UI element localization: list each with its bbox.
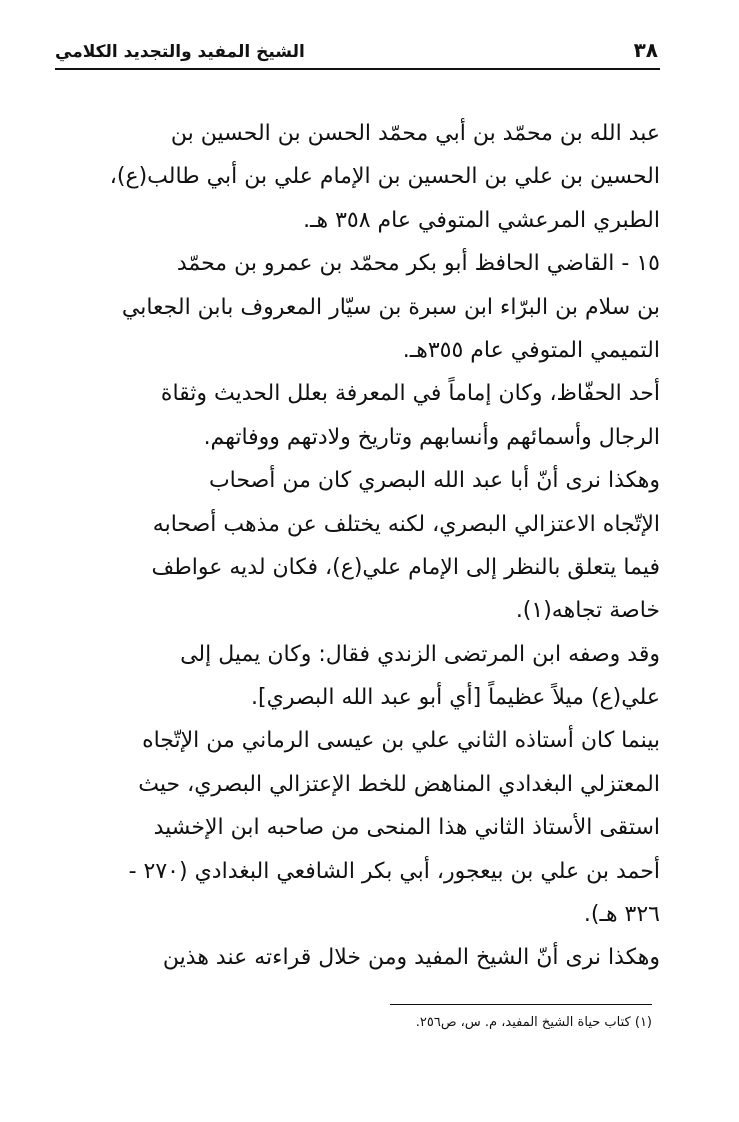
running-header <box>55 38 660 68</box>
text-line: وهكذا نرى أنّ أبا عبد الله البصري كان من أصحاب <box>208 468 660 494</box>
running-title: الشيخ المفيد والتجديد الكلامي <box>55 42 305 62</box>
text-line: التميمي المتوفي عام ٣٥٥هـ. <box>402 337 660 363</box>
footnote-rule <box>390 1004 652 1005</box>
text-line: بن سلام بن البرّاء ابن سبرة بن سيّار المعروف بابن الجعابي <box>121 294 660 320</box>
text-line: عبد الله بن محمّد بن أبي محمّد الحسن بن الحسين بن <box>170 121 660 146</box>
body-text <box>40 112 660 980</box>
text-line: الطبري المرعشي المتوفي عام ٣٥٨ هـ. <box>303 207 660 233</box>
text-line: استقى الأستاذ الثاني هذا المنحى من صاحبه ابن الإخشيد <box>153 815 660 841</box>
text-line: علي(ع) ميلاً عظيماً [أي أبو عبد الله البصري]. <box>251 685 660 711</box>
header-rule <box>55 68 660 70</box>
text-line: وقد وصفه ابن المرتضى الزندي فقال: وكان يميل إلى <box>180 641 660 667</box>
page-number: ٣٨ <box>633 38 658 62</box>
text-line: ١٥ - القاضي الحافظ أبو بكر محمّد بن عمرو بن محمّد <box>176 251 660 277</box>
text-line: خاصة تجاهه(١). <box>515 598 660 624</box>
text-line: المعتزلي البغدادي المناهض للخط الإعتزالي البصري، حيث <box>138 771 660 797</box>
text-line: أحمد بن علي بن بيعجور، أبي بكر الشافعي البغدادي (٢٧٠ - <box>128 858 660 884</box>
text-line: الحسين بن علي بن الحسين بن الإمام علي بن أبي طالب(ع)، <box>109 164 660 190</box>
text-line: فيما يتعلق بالنظر إلى الإمام علي(ع)، فكان لديه عواطف <box>151 554 660 580</box>
text-line: بينما كان أستاذه الثاني علي بن عيسى الرماني من الإتّجاه <box>142 728 660 754</box>
footnote: (١) كتاب حياة الشيخ المفيد، م. س، ص٢٥٦. <box>415 1015 652 1030</box>
text-line: الإتّجاه الاعتزالي البصري، لكنه يختلف عن مذهب أصحابه <box>152 511 660 537</box>
text-line: ٣٢٦ هـ). <box>583 902 660 928</box>
text-line: الرجال وأسمائهم وأنسابهم وتاريخ ولادتهم ووفاتهم. <box>203 424 660 450</box>
text-line: أحد الحفّاظ، وكان إماماً في المعرفة بعلل الحديث وثقاة <box>160 381 660 407</box>
text-line: وهكذا نرى أنّ الشيخ المفيد ومن خلال قراءته عند هذين <box>162 945 660 971</box>
